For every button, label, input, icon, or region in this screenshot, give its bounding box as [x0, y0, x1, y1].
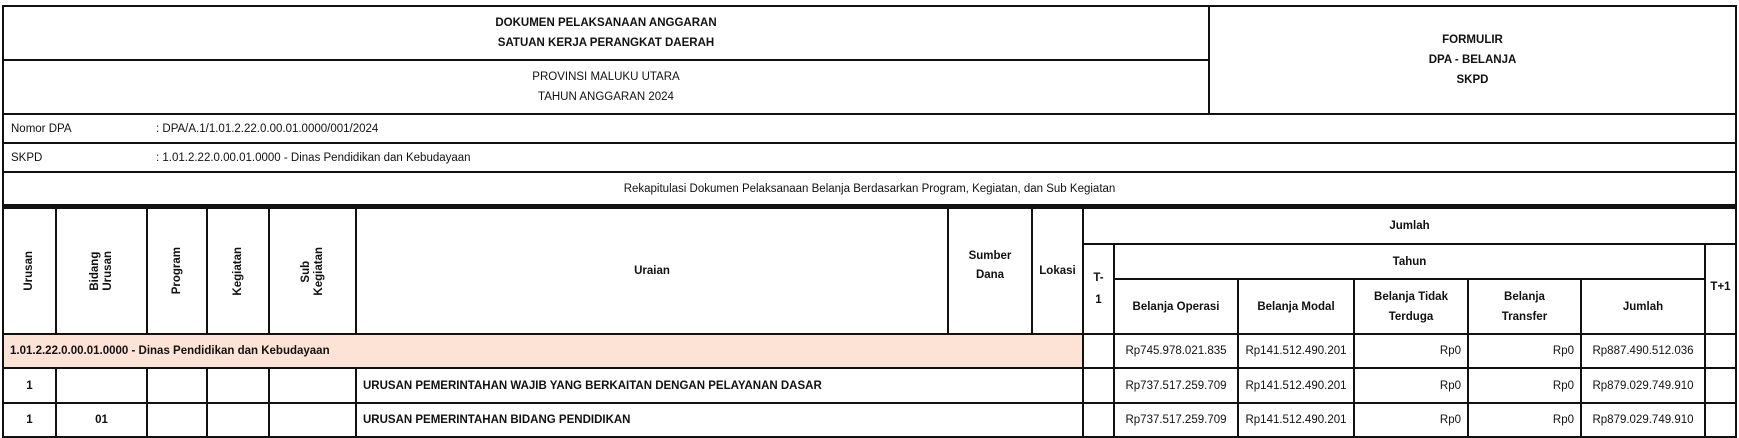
row1-sub-kegiatan — [268, 367, 357, 404]
skpd-info-row — [2, 142, 1737, 173]
row2-uraian: URUSAN PEMERINTAHAN BIDANG PENDIDIKAN — [355, 402, 1084, 438]
form-line-2: DPA - BELANJA — [1428, 54, 1517, 66]
header-t-plus-1: T+1 — [1704, 243, 1737, 335]
row1-t-plus-1 — [1704, 367, 1737, 404]
section-title: Rekapitulasi Dokumen Pelaksanaan Belanja Berdasarkan Program, Kegiatan, dan Sub Kegiatan — [2, 171, 1737, 209]
skpd-belanja-operasi: Rp745.978.021.835 — [1113, 333, 1239, 369]
header-uraian: Uraian — [355, 207, 949, 335]
row1-uraian: URUSAN PEMERINTAHAN WAJIB YANG BERKAITAN DENGAN PELAYANAN DASAR — [355, 367, 1084, 404]
fiscal-year: TAHUN ANGGARAN 2024 — [538, 91, 674, 103]
form-type — [1208, 5, 1737, 115]
skpd-value: : 1.01.2.22.0.00.01.0000 - Dinas Pendidikan dan Kebudayaan — [156, 151, 471, 164]
header-sub-kegiatan: Sub Kegiatan — [268, 207, 357, 335]
title-line-2: SATUAN KERJA PERANGKAT DAERAH — [497, 37, 715, 49]
row1-bidang-urusan — [55, 367, 148, 404]
row1-kegiatan — [206, 367, 270, 404]
header-program: Program — [146, 207, 208, 335]
header-belanja-tidak-terduga: Belanja Tidak Terduga — [1353, 278, 1469, 335]
header-kegiatan: Kegiatan — [206, 207, 270, 335]
row2-urusan: 1 — [2, 402, 57, 438]
nomor-dpa-value: : DPA/A.1/1.01.2.22.0.00.01.0000/001/2024 — [156, 122, 379, 135]
row2-belanja-tidak-terduga: Rp0 — [1353, 402, 1469, 438]
row2-belanja-transfer: Rp0 — [1467, 402, 1582, 438]
header-belanja-transfer: Belanja Transfer — [1467, 278, 1582, 335]
province-year — [2, 59, 1210, 115]
skpd-belanja-modal: Rp141.512.490.201 — [1237, 333, 1355, 369]
province-name: PROVINSI MALUKU UTARA — [532, 71, 680, 83]
header-belanja-operasi: Belanja Operasi — [1113, 278, 1239, 335]
row2-sub-kegiatan — [268, 402, 357, 438]
document-title — [2, 5, 1210, 61]
skpd-t-minus-1 — [1082, 333, 1115, 369]
row1-urusan: 1 — [2, 367, 57, 404]
row1-program — [146, 367, 208, 404]
header-sumber-dana: Sumber Dana — [947, 207, 1033, 335]
header-lokasi: Lokasi — [1031, 207, 1084, 335]
skpd-belanja-tidak-terduga: Rp0 — [1353, 333, 1469, 369]
row1-belanja-modal: Rp141.512.490.201 — [1237, 367, 1355, 404]
nomor-dpa-label: Nomor DPA — [11, 122, 72, 135]
row1-belanja-tidak-terduga: Rp0 — [1353, 367, 1469, 404]
row2-t-minus-1 — [1082, 402, 1115, 438]
row2-belanja-operasi: Rp737.517.259.709 — [1113, 402, 1239, 438]
nomor-dpa-row — [2, 113, 1737, 144]
row1-belanja-transfer: Rp0 — [1467, 367, 1582, 404]
skpd-jumlah: Rp887.490.512.036 — [1580, 333, 1706, 369]
row2-jumlah: Rp879.029.749.910 — [1580, 402, 1706, 438]
header-urusan: Urusan — [2, 207, 57, 335]
header-belanja-modal: Belanja Modal — [1237, 278, 1355, 335]
header-jumlah-group: Jumlah — [1082, 207, 1737, 245]
skpd-belanja-transfer: Rp0 — [1467, 333, 1582, 369]
row2-bidang-urusan: 01 — [55, 402, 148, 438]
skpd-summary-label: 1.01.2.22.0.00.01.0000 - Dinas Pendidikan dan Kebudayaan — [2, 333, 1084, 369]
skpd-label: SKPD — [11, 151, 43, 164]
title-line-1: DOKUMEN PELAKSANAAN ANGGARAN — [495, 17, 717, 29]
row2-program — [146, 402, 208, 438]
row2-t-plus-1 — [1704, 402, 1737, 438]
form-line-1: FORMULIR — [1442, 34, 1503, 46]
row2-kegiatan — [206, 402, 270, 438]
form-line-3: SKPD — [1456, 74, 1489, 86]
header-bidang-urusan: Bidang Urusan — [55, 207, 148, 335]
row1-jumlah: Rp879.029.749.910 — [1580, 367, 1706, 404]
header-jumlah: Jumlah — [1580, 278, 1706, 335]
skpd-t-plus-1 — [1704, 333, 1737, 369]
header-tahun-group: Tahun — [1113, 243, 1706, 280]
header-t-minus-1: T- 1 — [1082, 243, 1115, 335]
row1-t-minus-1 — [1082, 367, 1115, 404]
row2-belanja-modal: Rp141.512.490.201 — [1237, 402, 1355, 438]
row1-belanja-operasi: Rp737.517.259.709 — [1113, 367, 1239, 404]
